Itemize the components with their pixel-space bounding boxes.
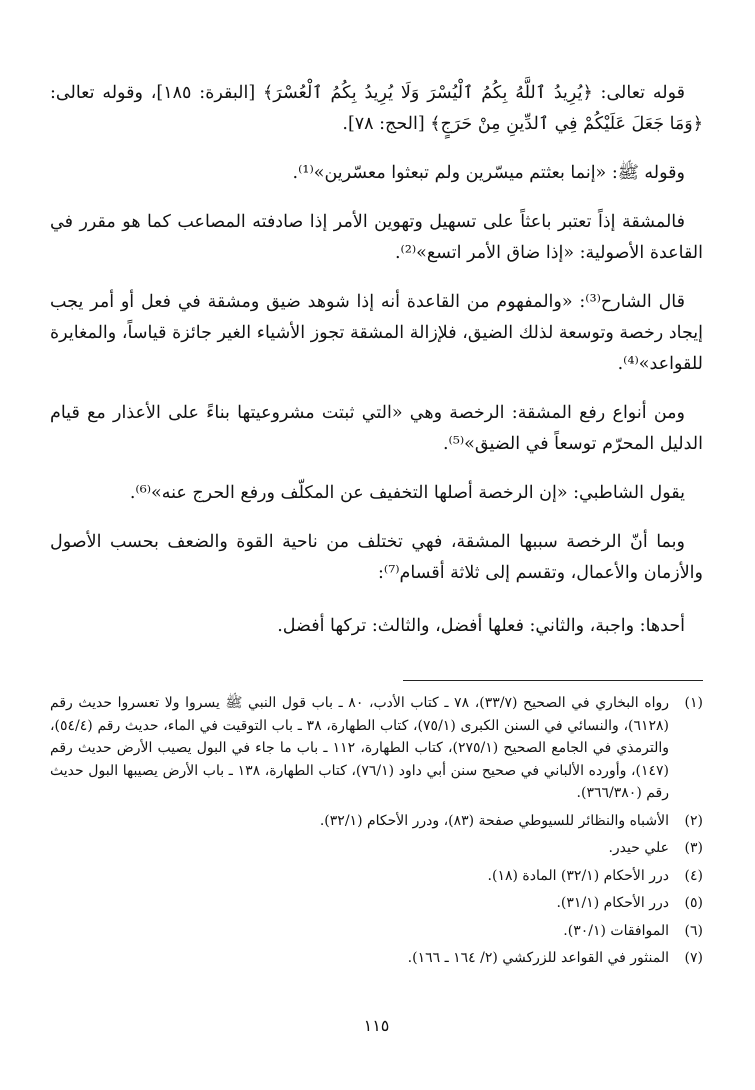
paragraph-commentator-quote: قال الشارح⁽³⁾: «والمفهوم من القاعدة أنه إذا شوهد ضيق ومشقة في فعل أو أمر يجب إيجاد رخصة وتوسعة لذلك الضيق، فلإزالة المشقة تجوز الأشياء الغير جائزة قياساً، والمغايرة للقواعد»⁽⁴⁾.: [50, 292, 703, 374]
footnote-text: درر الأحكام (٣٢/١) المادة (١٨).: [487, 867, 669, 884]
document-page: [50, 78, 703, 1090]
footnote-item: [50, 837, 703, 860]
footnote-item: [50, 920, 703, 943]
footnote-item: [50, 947, 703, 970]
footnote-number: (٤): [684, 867, 703, 884]
footnote-text: المنثور في القواعد للزركشي (٢/ ١٦٤ ـ ١٦٦).: [407, 950, 669, 966]
main-text: [50, 78, 703, 642]
paragraph-shatibi-quote: يقول الشاطبي: «إن الرخصة أصلها التخفيف عن المكلّف ورفع الحرج عنه»⁽⁶⁾.: [129, 483, 685, 503]
paragraph-hardship-rule: فالمشقة إذاً تعتبر باعثاً على تسهيل وتهوين الأمر إذا صادفته المصاعب كما هو مقرر في القاعدة الأصولية: «إذا ضاق الأمر اتسع»⁽²⁾.: [50, 212, 703, 263]
footnote-number: (٣): [684, 840, 703, 856]
paragraph-quran-verses: قوله تعالى: ﴿يُرِيدُ ٱللَّهُ بِكُمُ ٱلْيُسْرَ وَلَا يُرِيدُ بِكُمُ ٱلْعُسْرَ﴾ [البقرة: ١٨٥]، وقوله تعالى: ﴿وَمَا جَعَلَ عَلَيْكُمْ فِي ٱلدِّينِ مِنْ حَرَجٍ﴾ [الحج: ٧٨].: [50, 83, 703, 134]
paragraph-three-categories: أحدها: واجبة، والثاني: فعلها أفضل، والثالث: تركها أفضل.: [277, 616, 685, 636]
footnote-text: رواه البخاري في الصحيح (٣٣/٧)، ٧٨ ـ كتاب الأدب، ٨٠ ـ باب قول النبي ﷺ يسروا ولا تعسروا حديث رقم (٦١٢٨)، والنسائي في السنن الكبرى (٧٥/١)، كتاب الطهارة، ٣٨ ـ باب التوقيت في الماء، حديث رقم (٥٤/٤)، والترمذي في الجامع الصحيح (٢٧٥/١)، كتاب الطهارة، ١١٢ ـ باب ما جاء في البول يصيب الأرض حديث رقم (١٤٧)، وأورده الألباني في صحيح سنن أبي داود (٧٦/١)، كتاب الطهارة، ١٣٨ ـ باب الأرض يصيبها البول حديث رقم (٣٦٦/٣٨٠).: [50, 695, 670, 801]
paragraph-rukhsa-types: وبما أنّ الرخصة سببها المشقة، فهي تختلف من ناحية القوة والضعف بحسب الأصول والأزمان والأعمال، وتقسم إلى ثلاثة أقسام⁽⁷⁾:: [50, 532, 703, 583]
footnote-number: (٧): [684, 950, 703, 966]
footnote-divider: [403, 680, 703, 681]
footnotes-list: [50, 692, 703, 975]
footnote-number: (٢): [684, 812, 703, 829]
footnote-number: (٦): [684, 922, 703, 939]
footnote-text: الأشباه والنظائر للسيوطي صفحة (٨٣)، ودرر الأحكام (٣٢/١).: [319, 812, 669, 829]
footnote-number: (١): [684, 695, 703, 711]
page-number: ١١٥: [363, 1016, 390, 1035]
footnote-item: [50, 892, 703, 915]
footnote-text: علي حيدر.: [608, 840, 669, 856]
footnote-text: درر الأحكام (٣١/١).: [556, 895, 669, 911]
paragraph-hadith: وقوله ﷺ: «إنما بعثتم ميسّرين ولم تبعثوا معسّرين»⁽¹⁾.: [292, 163, 685, 183]
footnote-number: (٥): [684, 895, 703, 911]
footnote-text: الموافقات (٣٠/١).: [563, 922, 669, 939]
paragraph-rukhsa-definition: ومن أنواع رفع المشقة: الرخصة وهي «التي ثبتت مشروعيتها بناءً على الأعذار مع قيام الدليل المحرّم توسعاً في الضيق»⁽⁵⁾.: [50, 403, 703, 454]
footnote-item: [50, 810, 703, 833]
footnote-item: [50, 865, 703, 888]
footnote-item: [50, 692, 703, 805]
